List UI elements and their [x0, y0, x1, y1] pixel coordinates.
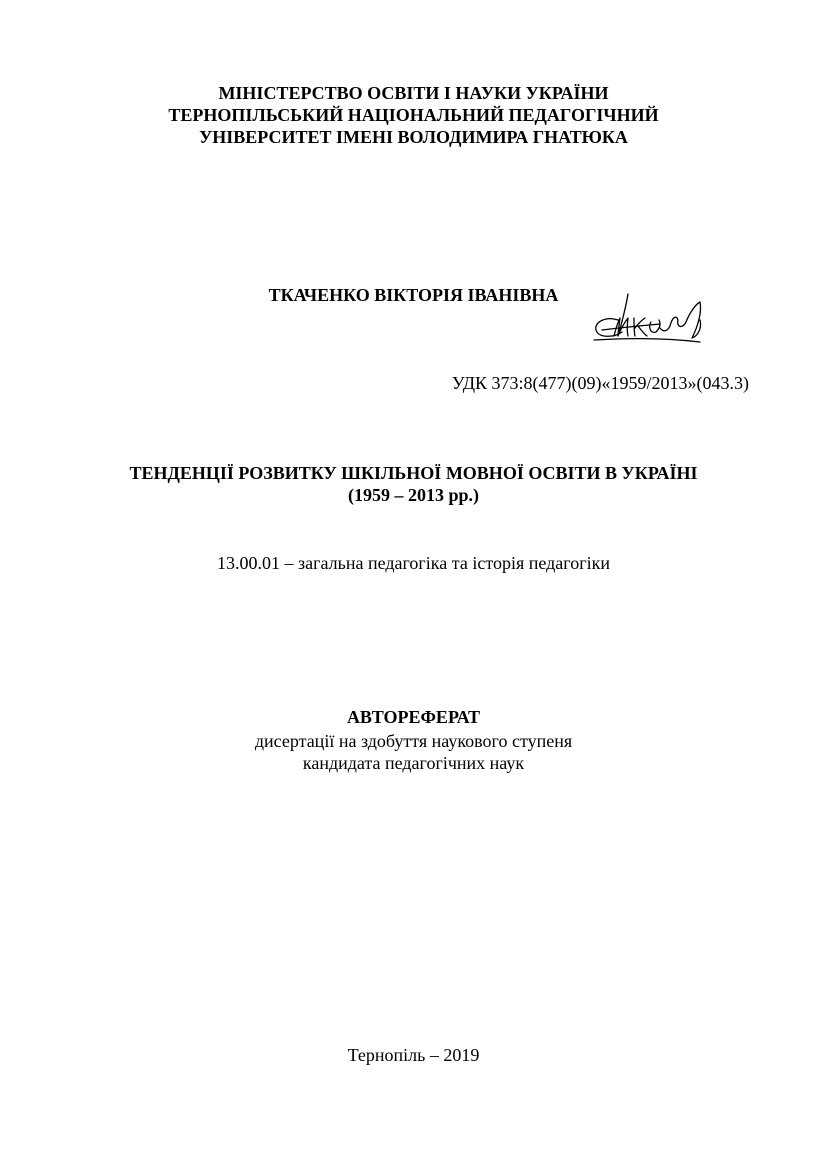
specialty-code: 13.00.01 – загальна педагогіка та історія педагогіки	[217, 553, 610, 573]
university-name-line1: ТЕРНОПІЛЬСЬКИЙ НАЦІОНАЛЬНИЙ ПЕДАГОГІЧНИЙ	[168, 105, 659, 125]
abstract-subtitle-line2: кандидата педагогічних наук	[302, 753, 525, 773]
signature-icon	[588, 292, 710, 354]
ministry-heading: МІНІСТЕРСТВО ОСВІТИ І НАУКИ УКРАЇНИ	[218, 83, 609, 103]
dissertation-title-line2: (1959 – 2013 рр.)	[347, 485, 479, 505]
author-name: ТКАЧЕНКО ВІКТОРІЯ ІВАНІВНА	[268, 285, 559, 305]
city-year: Тернопіль – 2019	[347, 1045, 480, 1065]
abstract-heading: АВТОРЕФЕРАТ	[346, 707, 481, 727]
abstract-subtitle-line1: дисертації на здобуття наукового ступеня	[254, 731, 573, 751]
dissertation-title-line1: ТЕНДЕНЦІЇ РОЗВИТКУ ШКІЛЬНОЇ МОВНОЇ ОСВІТИ В УКРАЇНІ	[129, 463, 698, 483]
udc-code: УДК 373:8(477)(09)«1959/2013»(043.3)	[451, 373, 749, 393]
university-name-line2: УНІВЕРСИТЕТ ІМЕНІ ВОЛОДИМИРА ГНАТЮКА	[199, 127, 628, 147]
